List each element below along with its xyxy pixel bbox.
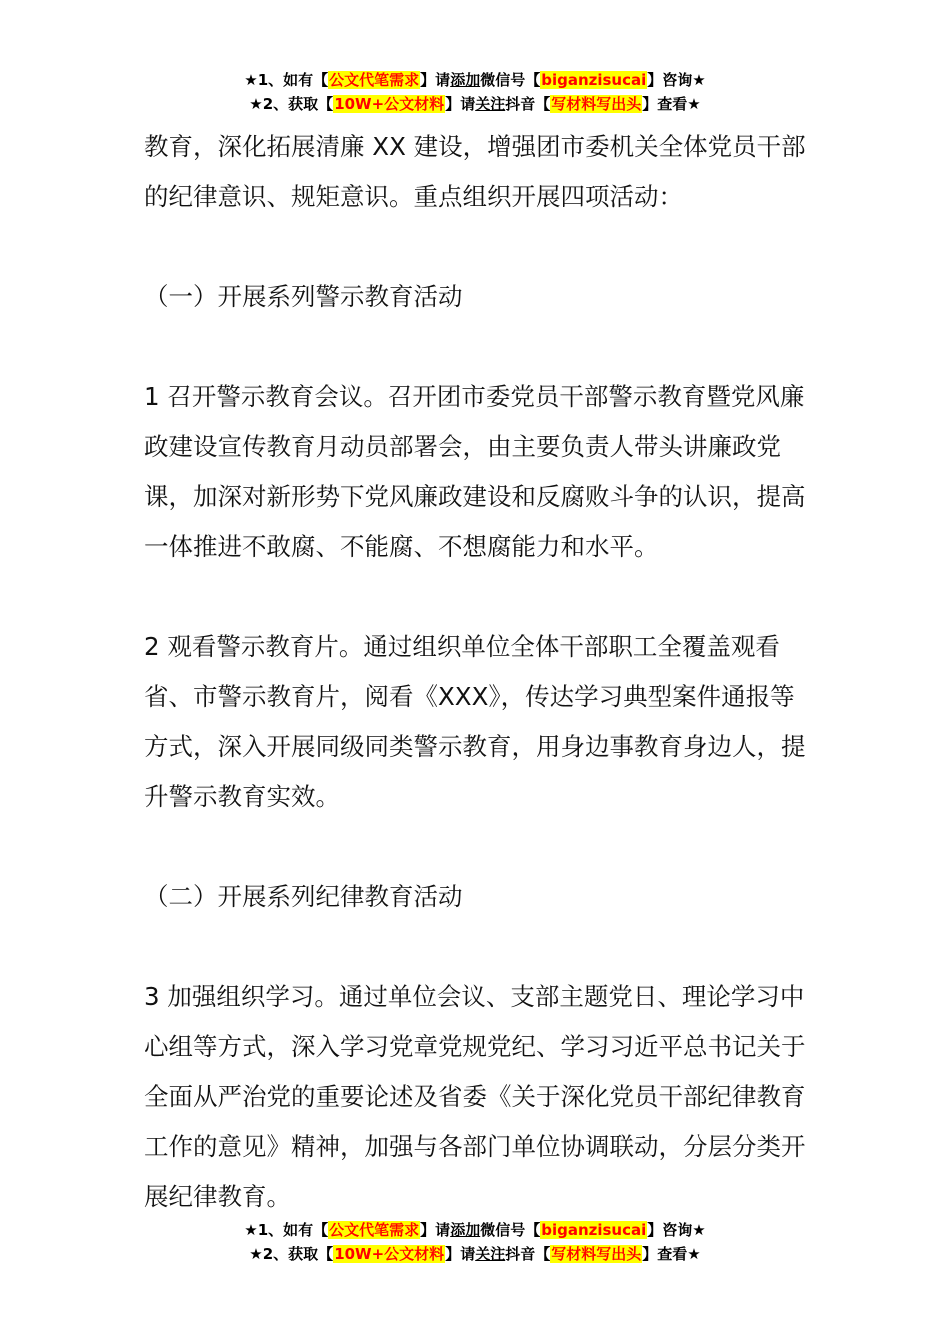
promo-line-2: ★2、获取【10W+公文材料】请关注抖音【写材料写出头】查看★ bbox=[249, 1245, 701, 1263]
promo-line-1: ★1、如有【公文代笔需求】请添加微信号【biganzisucai】咨询★ bbox=[244, 71, 706, 89]
paragraph-gap bbox=[144, 322, 810, 372]
promo-highlight: 公文代笔需求 bbox=[329, 1221, 420, 1239]
wechat-id-highlight: biganzisucai bbox=[541, 71, 647, 89]
paragraph-gap bbox=[144, 572, 810, 622]
promo-line-2: ★2、获取【10W+公文材料】请关注抖音【写材料写出头】查看★ bbox=[249, 95, 701, 113]
promo-highlight: 10W+公文材料 bbox=[334, 1245, 445, 1263]
paragraph-gap bbox=[144, 222, 810, 272]
bottom-promo-banner bbox=[0, 1218, 950, 1266]
paragraph: 1 召开警示教育会议。召开团市委党员干部警示教育暨党风廉政建设宣传教育月动员部署会，由主要负责人带头讲廉政党课，加深对新形势下党风廉政建设和反腐败斗争的认识，提高一体推进不敢腐、不能腐、不想腐能力和水平。 bbox=[144, 382, 806, 561]
promo-line-1: ★1、如有【公文代笔需求】请添加微信号【biganzisucai】咨询★ bbox=[244, 1221, 706, 1239]
top-promo-banner bbox=[0, 68, 950, 116]
paragraph-gap bbox=[144, 822, 810, 872]
promo-highlight: 10W+公文材料 bbox=[334, 95, 445, 113]
paragraph-gap bbox=[144, 922, 810, 972]
paragraph: 教育，深化拓展清廉 XX 建设，增强团市委机关全体党员干部的纪律意识、规矩意识。重点组织开展四项活动： bbox=[144, 132, 806, 211]
document-body bbox=[144, 122, 810, 1222]
paragraph: 3 加强组织学习。通过单位会议、支部主题党日、理论学习中心组等方式，深入学习党章党规党纪、学习习近平总书记关于全面从严治党的重要论述及省委《关于深化党员干部纪律教育工作的意见》精神，加强与各部门单位协调联动，分层分类开展纪律教育。 bbox=[144, 982, 806, 1211]
douyin-account-highlight: 写材料写出头 bbox=[551, 1245, 642, 1263]
douyin-account-highlight: 写材料写出头 bbox=[551, 95, 642, 113]
wechat-id-highlight: biganzisucai bbox=[541, 1221, 647, 1239]
promo-highlight: 公文代笔需求 bbox=[329, 71, 420, 89]
section-heading: （二）开展系列纪律教育活动 bbox=[144, 882, 463, 911]
section-heading: （一）开展系列警示教育活动 bbox=[144, 282, 463, 311]
paragraph: 2 观看警示教育片。通过组织单位全体干部职工全覆盖观看省、市警示教育片，阅看《XXX》，传达学习典型案件通报等方式，深入开展同级同类警示教育，用身边事教育身边人，提升警示教育实效。 bbox=[144, 632, 806, 811]
